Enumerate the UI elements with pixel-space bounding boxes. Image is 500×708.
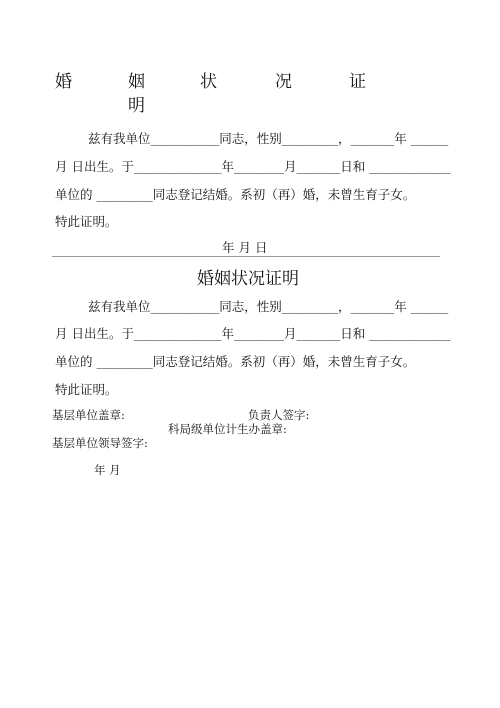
title-char-2: 姻 bbox=[128, 72, 145, 92]
grassroots-leader-signature-label: 基层单位领导签字: bbox=[52, 436, 148, 450]
section1-line1: 兹有我单位___________同志，性别_________，_______年 ______ bbox=[88, 131, 449, 146]
title-char-5: 证 bbox=[349, 72, 366, 92]
title-char-6: 明 bbox=[128, 96, 145, 116]
section2-line3: 单位的 _________同志登记结婚。系初（再）婚，未曾生育子女。 bbox=[55, 354, 416, 369]
title-char-4: 况 bbox=[275, 72, 292, 92]
section1-line2: 月 日出生。于______________年________月_______日和 _____________ bbox=[55, 159, 451, 174]
section1-line3: 单位的 _________同志登记结婚。系初（再）婚，未曾生育子女。 bbox=[55, 187, 416, 202]
section1-date: 年 月 日 bbox=[222, 240, 268, 255]
grassroots-seal-label: 基层单位盖章: bbox=[52, 408, 125, 422]
section2-line2: 月 日出生。于______________年________月_______日和 _____________ bbox=[55, 326, 451, 341]
section2-line1: 兹有我单位___________同志，性别_________，_______年 ______ bbox=[88, 299, 449, 314]
section2-title: 婚姻状况证明 bbox=[197, 269, 299, 289]
bureau-family-planning-seal-label: 科局级单位计生办盖章: bbox=[168, 422, 287, 436]
section2-line4: 特此证明。 bbox=[55, 382, 118, 397]
section1-line4: 特此证明。 bbox=[55, 214, 118, 229]
title-char-1: 婚 bbox=[55, 72, 72, 92]
title-char-3: 状 bbox=[200, 72, 217, 92]
section2-date: 年 月 bbox=[94, 463, 121, 477]
responsible-person-signature-label: 负责人签字: bbox=[248, 408, 310, 422]
divider bbox=[52, 256, 440, 257]
